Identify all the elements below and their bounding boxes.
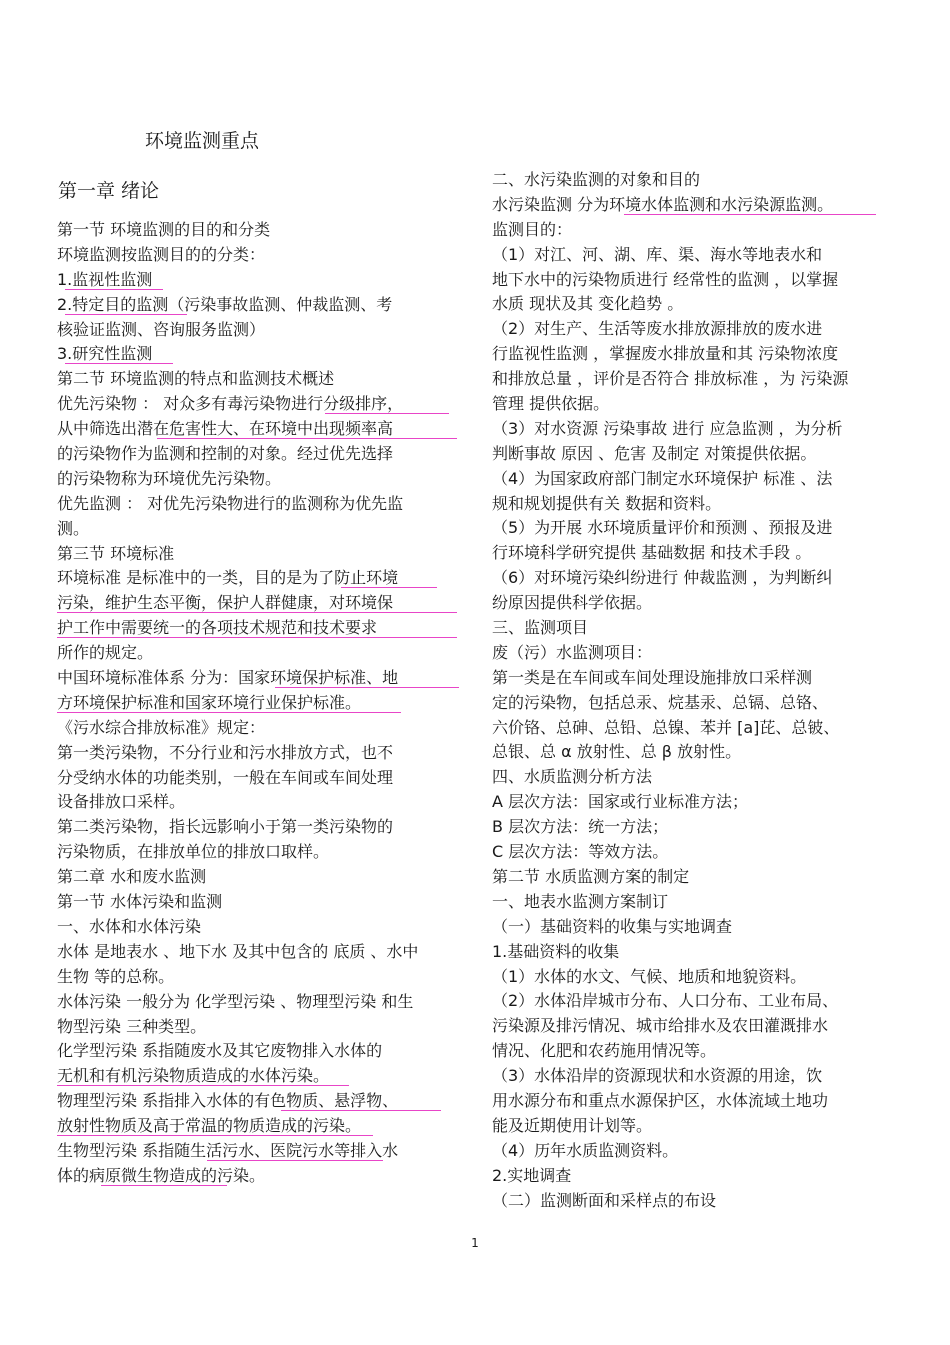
right-text-line: （4）为国家政府部门制定水环境保护 标准 、法: [492, 468, 833, 488]
right-text-line: 规和规划提供有关 数据和资料。: [492, 493, 722, 513]
right-text-line: 水污染监测 分为环境水体监测和水污染源监测。: [492, 193, 902, 218]
left-text-line: 中国环境标准体系 分为：国家环境保护标准、地: [57, 666, 465, 691]
left-text-line: 从中筛选出潜在危害性大、在环境中出现频率高: [57, 417, 465, 442]
left-text-line: 分受纳水体的功能类别，一般在车间或车间处理: [57, 767, 394, 787]
right-text-line: 废（污）水监测项目：: [492, 642, 653, 662]
left-text-line: 污染物质，在排放单位的排放口取样。: [57, 842, 330, 862]
left-text-line: 2.特定目的监测（污染事故监测、仲裁监测、考: [57, 294, 393, 314]
left-text-line: 测。: [57, 518, 90, 538]
pink-underline-mark: [624, 214, 876, 215]
right-column: [492, 168, 902, 1213]
left-text-line: 所作的规定。: [57, 643, 154, 663]
left-text-line: 的污染物称为环境优先污染物。: [57, 468, 282, 488]
pink-underline-mark: [157, 438, 457, 439]
right-text-line: （2）对生产、生活等废水排放源排放的废水进: [492, 319, 823, 339]
left-text-line: 设备排放口采样。: [57, 792, 186, 812]
right-text-line: 第一类是在车间或车间处理设施排放口采样测: [492, 667, 813, 687]
right-text-line: 二、水污染监测的对象和目的: [492, 170, 701, 189]
left-text-line: 第一节 水体污染和监测: [57, 892, 223, 912]
left-text-line: 污染，维护生态平衡，保护人群健康，对环境保: [57, 591, 465, 616]
left-text-line: 3.研究性监测: [57, 342, 465, 367]
right-text-line: （1）对江、河、湖、库、渠、海水等地表水和: [492, 244, 823, 264]
right-text-line: 污染源及排污情况、城市给排水及农田灌溉排水: [492, 1016, 829, 1036]
left-text-line: 水体污染 一般分为 化学型污染 、物理型污染 和生: [57, 991, 414, 1011]
right-text-line: B 层次方法：统一方法；: [492, 817, 669, 837]
right-text-line: （3）水体沿岸的资源现状和水资源的用途，饮: [492, 1066, 823, 1086]
right-text-line: （5）为开展 水环境质量评价和预测 、预报及进: [492, 518, 833, 538]
pink-underline-mark: [57, 1135, 373, 1136]
pink-underline-mark: [57, 712, 401, 713]
left-text-line: 方环境保护标准和国家环境行业保护标准。: [57, 691, 465, 716]
right-text-line: （3）对水资源 污染事故 进行 应急监测 ，为分析: [492, 418, 843, 438]
right-text-line: C 层次方法：等效方法。: [492, 842, 669, 862]
left-text-line: 第三节 环境标准: [57, 543, 175, 563]
left-text-line: 核验证监测、咨询服务监测）: [57, 319, 266, 339]
right-text-line: （一）基础资料的收集与实地调查: [492, 916, 733, 936]
left-text-line: 第二节 环境监测的特点和监测技术概述: [57, 369, 335, 389]
pink-underline-mark: [101, 1185, 227, 1186]
right-text-line: 2.实地调查: [492, 1165, 572, 1185]
pink-underline-mark: [65, 289, 163, 290]
pink-underline-mark: [57, 1085, 349, 1086]
right-text-line: 六价铬、总砷、总铅、总镍、苯并 [a]芘、总铍、: [492, 717, 840, 737]
right-text-line: 地下水中的污染物质进行 经常性的监测 ，以掌握: [492, 269, 839, 289]
left-text-line: 水体 是地表水 、地下水 及其中包含的 底质 、水中: [57, 941, 419, 961]
right-text-line: 行监视性监测 ，掌握废水排放量和其 污染物浓度: [492, 344, 839, 364]
right-text-line: 第二节 水质监测方案的制定: [492, 866, 690, 886]
pink-underline-mark: [207, 1160, 383, 1161]
right-text-line: 一、地表水监测方案制订: [492, 891, 669, 911]
left-text-line: 体的病原微生物造成的污染。: [57, 1165, 266, 1185]
left-text-line: 1.监视性监测: [57, 268, 465, 293]
left-text-line: 生物 等的总称。: [57, 966, 175, 986]
left-text-line: 优先监测 ： 对优先污染物进行的监测称为优先监: [57, 493, 404, 513]
left-text-line: 优先污染物 ： 对众多有毒污染物进行分级排序，: [57, 392, 465, 417]
left-text-line: 环境监测按监测目的的分类：: [57, 244, 266, 264]
right-text-line: 三、监测项目: [492, 618, 589, 638]
right-text-line: 情况、化肥和农药施用情况等。: [492, 1041, 717, 1061]
pink-underline-mark: [65, 363, 173, 364]
right-text-line: 和排放总量 ，评价是否符合 排放标准 ，为 污染源: [492, 369, 849, 389]
right-text-line: （二）监测断面和采样点的布设: [492, 1190, 717, 1210]
right-text-line: （6）对环境污染纠纷进行 仲裁监测 ，为判断纠: [492, 568, 833, 588]
document-title: 环境监测重点: [145, 130, 260, 152]
right-text-line: 定的污染物，包括总汞、烷基汞、总镉、总铬、: [492, 692, 829, 712]
page-number: 1: [471, 1236, 479, 1250]
pink-underline-mark: [57, 637, 457, 638]
right-text-line: （1）水体的水文、气候、地质和地貌资料。: [492, 966, 807, 986]
right-text-line: A 层次方法：国家或行业标准方法；: [492, 792, 749, 812]
right-text-line: 总银、总 α 放射性、总 β 放射性。: [492, 742, 742, 762]
right-text-line: 判断事故 原因 、危害 及制定 对策提供依据。: [492, 443, 817, 463]
pink-underline-mark: [57, 612, 457, 613]
pink-underline-mark: [275, 687, 459, 688]
left-text-line: 物理型污染 系指排入水体的有色物质、悬浮物、: [57, 1089, 465, 1114]
left-text-line: 第一节 环境监测的目的和分类: [57, 220, 271, 239]
right-text-line: 监测目的：: [492, 219, 573, 239]
chapter-heading: 第一章 绪论: [58, 180, 160, 202]
left-text-line: 护工作中需要统一的各项技术规范和技术要求: [57, 616, 465, 641]
left-text-line: 的污染物作为监测和控制的对象。经过优先选择: [57, 444, 394, 464]
left-text-line: 放射性物质及高于常温的物质造成的污染。: [57, 1114, 465, 1139]
pink-underline-mark: [325, 413, 449, 414]
left-text-line: 一、水体和水体污染: [57, 916, 202, 936]
left-column: [57, 218, 465, 1189]
right-text-line: 管理 提供依据。: [492, 394, 610, 414]
left-text-line: 环境标准 是标准中的一类，目的是为了防止环境: [57, 566, 465, 591]
left-text-line: 第一类污染物，不分行业和污水排放方式，也不: [57, 742, 394, 762]
right-text-line: 行环境科学研究提供 基础数据 和技术手段 。: [492, 543, 812, 563]
pink-underline-mark: [281, 1110, 441, 1111]
pink-underline-mark: [65, 314, 187, 315]
right-text-line: 能及近期使用计划等。: [492, 1115, 653, 1135]
left-text-line: 第二类污染物，指长远影响小于第一类污染物的: [57, 817, 394, 837]
left-text-line: 生物型污染 系指随生活污水、医院污水等排入水: [57, 1140, 399, 1160]
pink-underline-mark: [341, 587, 437, 588]
left-text-line: 化学型污染 系指随废水及其它废物排入水体的: [57, 1041, 383, 1061]
right-text-line: 四、水质监测分析方法: [492, 767, 653, 787]
right-text-line: （2）水体沿岸城市分布、人口分布、工业布局、: [492, 991, 839, 1011]
left-text-line: 《污水综合排放标准》规定：: [57, 717, 266, 737]
left-text-line: 第二章 水和废水监测: [57, 867, 207, 887]
right-text-line: 纷原因提供科学依据。: [492, 593, 653, 613]
right-text-line: （4）历年水质监测资料。: [492, 1140, 679, 1160]
right-text-line: 水质 现状及其 变化趋势 。: [492, 294, 684, 314]
right-text-line: 1.基础资料的收集: [492, 941, 620, 961]
left-text-line: 无机和有机污染物质造成的水体污染。: [57, 1064, 465, 1089]
left-text-line: 物型污染 三种类型。: [57, 1016, 207, 1036]
right-text-line: 用水源分布和重点水源保护区，水体流域土地功: [492, 1090, 829, 1110]
